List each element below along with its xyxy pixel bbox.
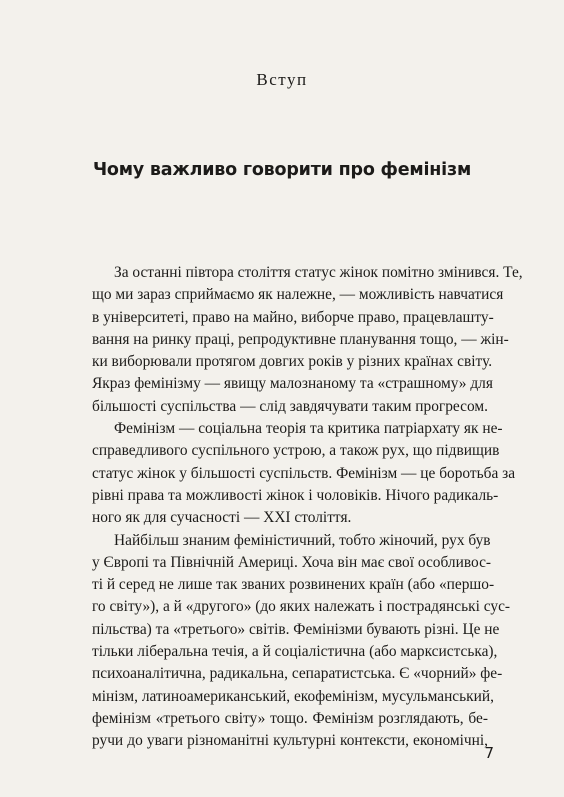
text-line: вання на ринку праці, репродуктивне планування тощо, — жін-: [92, 330, 509, 348]
text-line: більшості суспільства — слід завдячувати таким прогресом.: [92, 397, 488, 415]
chapter-title: Чому важливо говорити про фемінізм: [92, 160, 472, 180]
text-line: Якраз фемінізму — явищу малознаному та «страшному» для: [92, 375, 493, 393]
text-line: у Європі та Північній Америці. Хоча він має свої особливос-: [92, 553, 492, 571]
text-line: психоаналітична, радикальна, сепаратистська. Є «чорний» фе-: [92, 665, 503, 683]
text-line: ті й серед не лише так званих розвинених країн (або «першо-: [92, 576, 495, 594]
text-line: ручи до уваги різноманітні культурні контексти, економічні,: [92, 732, 488, 750]
page-number: 7: [484, 744, 494, 762]
text-line: рівні права та можливості жінок і чоловіків. Нічого радикаль-: [92, 486, 499, 504]
text-line: фемінізм «третього світу» тощо. Фемінізм розглядають, бе-: [92, 709, 488, 727]
body-text: [92, 262, 523, 753]
paragraph-3: [92, 530, 511, 753]
paragraph-2: [92, 418, 516, 529]
text-line: статус жінок у більшості суспільств. Фемінізм — це боротьба за: [92, 464, 516, 482]
text-line: мінізм, латиноамериканський, екофемінізм, мусульманський,: [92, 687, 494, 705]
text-line: в університеті, право на майно, виборче право, працевлашту-: [92, 308, 494, 326]
text-line: тільки ліберальна течія, а й соціалістична (або марксистська),: [92, 643, 498, 661]
text-line: ки виборювали протягом довгих років у різних країнах світу.: [92, 353, 493, 371]
text-line: За останні півтора століття статус жінок помітно змінився. Те,: [114, 264, 523, 281]
text-line: Найбільш знаним феміністичний, тобто жіночий, рух був: [114, 531, 491, 549]
text-line: Фемінізм — соціальна теорія та критика патріархату як не-: [114, 420, 503, 438]
text-line: справедливого суспільного устрою, а також рух, що підвищив: [92, 442, 500, 460]
section-label: Вступ: [256, 70, 308, 89]
text-line: го світу»), а й «другого» (до яких належать і пострадянські сус-: [92, 598, 511, 616]
text-line: пільства) та «третього» світів. Фемінізми бувають різні. Це не: [92, 620, 500, 638]
text-line: що ми зараз сприймаємо як належне, — можливість навчатися: [92, 286, 504, 304]
text-line: ного як для сучасності — XXI століття.: [92, 509, 352, 527]
paragraph-1: [92, 262, 523, 418]
